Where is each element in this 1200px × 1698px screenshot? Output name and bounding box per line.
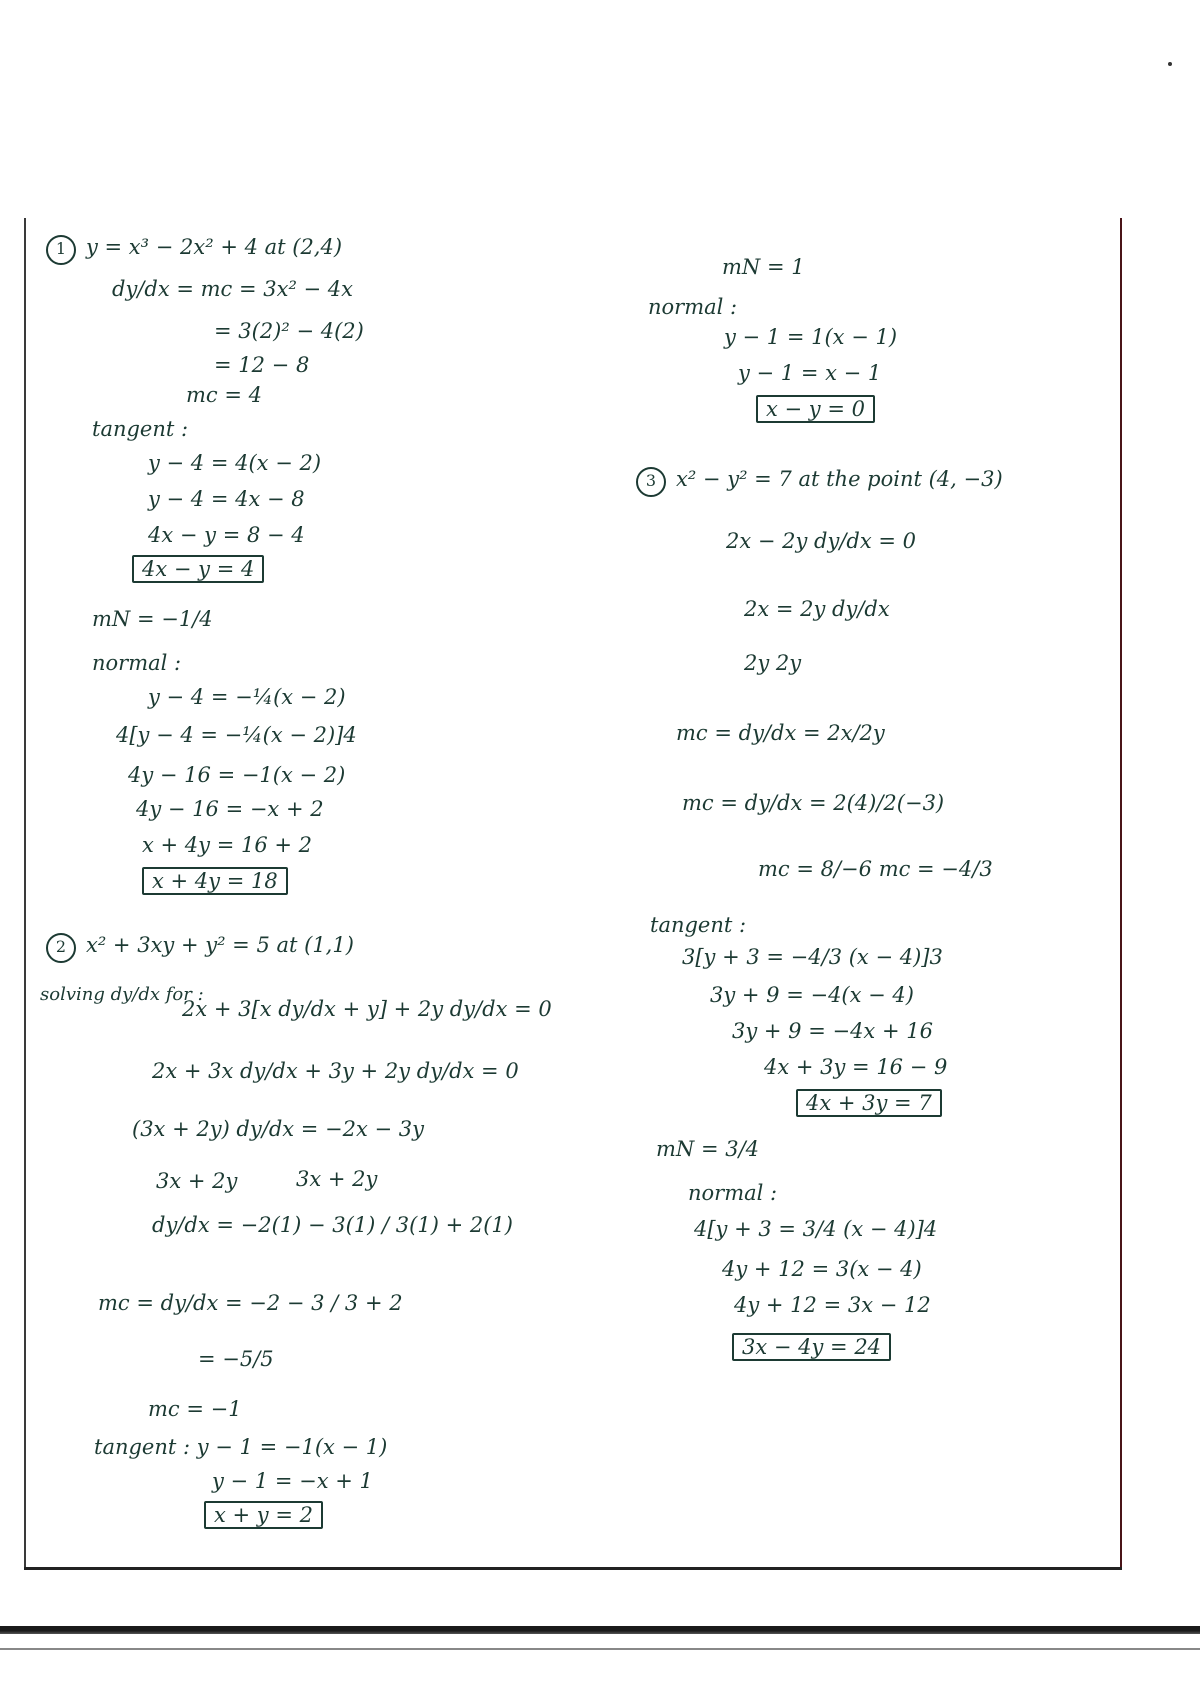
p1-normal-answer (142, 868, 288, 894)
p2-normal-line: y − 1 = x − 1 (738, 361, 882, 385)
p1-line: = 12 − 8 (214, 353, 310, 377)
p1-line: mN = −1/4 (92, 607, 213, 631)
p1-line: y − 4 = 4(x − 2) (148, 451, 322, 475)
problem-3-equation: x² − y² = 7 at the point (4, −3) (676, 467, 1003, 491)
p3-normal-label: normal : (688, 1181, 778, 1205)
p1-line: mc = 4 (186, 383, 262, 407)
p3-normal-answer (732, 1334, 891, 1360)
p3-line: 3[y + 3 = −4/3 (x − 4)]3 (682, 945, 943, 969)
p1-line: 4y − 16 = −x + 2 (136, 797, 324, 821)
p3-line: mc = 8/−6 mc = −4/3 (758, 857, 993, 881)
p2-line: mc = −1 (148, 1397, 242, 1421)
p3-line: 4[y + 3 = 3/4 (x − 4)]4 (694, 1217, 938, 1241)
p3-line: 3y + 9 = −4(x − 4) (710, 983, 914, 1007)
problem-1-statement (46, 234, 342, 265)
p3-tangent-answer-box: 4x + 3y = 7 (796, 1089, 942, 1117)
problem-1-number: 1 (46, 235, 76, 265)
p1-normal-label: normal : (92, 651, 182, 675)
frame-right-rule (1120, 218, 1122, 1570)
p2-line: dy/dx = −2(1) − 3(1) / 3(1) + 2(1) (152, 1213, 513, 1237)
p2-normal-slope: mN = 1 (722, 255, 805, 279)
p2-line: = −5/5 (198, 1347, 274, 1371)
p1-line: dy/dx = mc = 3x² − 4x (112, 277, 354, 301)
p1-tangent-answer-box: 4x − y = 4 (132, 555, 264, 583)
p2-line: 2x + 3x dy/dx + 3y + 2y dy/dx = 0 (152, 1059, 519, 1083)
p3-line: mc = dy/dx = 2(4)/2(−3) (682, 791, 945, 815)
p2-normal-line: y − 1 = 1(x − 1) (724, 325, 898, 349)
p3-tangent-label: tangent : (650, 913, 747, 937)
p1-line: 4[y − 4 = −¼(x − 2)]4 (116, 723, 357, 747)
p3-line: 2x = 2y dy/dx (744, 597, 890, 621)
frame-bottom-rule (24, 1567, 1122, 1570)
problem-3-number: 3 (636, 467, 666, 497)
p3-line: 4y + 12 = 3x − 12 (734, 1293, 931, 1317)
p2-tangent-line: tangent : y − 1 = −1(x − 1) (94, 1435, 388, 1459)
p3-line: mc = dy/dx = 2x/2y (676, 721, 885, 745)
p2-tangent-answer (204, 1502, 323, 1528)
p1-line: y − 4 = 4x − 8 (148, 487, 305, 511)
problem-2-number: 2 (46, 933, 76, 963)
p2-line: y − 1 = −x + 1 (212, 1469, 373, 1493)
p2-normal-answer (756, 396, 875, 422)
p1-line: 4y − 16 = −1(x − 2) (128, 763, 346, 787)
p2-normal-answer-box: x − y = 0 (756, 395, 875, 423)
scan-speck (1168, 62, 1172, 66)
problem-1-equation: y = x³ − 2x² + 4 at (2,4) (86, 235, 343, 259)
p2-line: (3x + 2y) dy/dx = −2x − 3y (132, 1117, 425, 1141)
p3-line: mN = 3/4 (656, 1137, 760, 1161)
p2-line: mc = dy/dx = −2 − 3 / 3 + 2 (98, 1291, 403, 1315)
p1-normal-answer-box: x + 4y = 18 (142, 867, 288, 895)
scan-edge-top (0, 40, 1200, 41)
problem-3-statement (636, 466, 1003, 497)
p1-tangent-answer (132, 556, 264, 582)
p2-line: 3x + 2y (156, 1169, 238, 1193)
frame-left-rule (24, 218, 26, 1570)
p1-line: = 3(2)² − 4(2) (214, 319, 364, 343)
p2-tangent-answer-box: x + y = 2 (204, 1501, 323, 1529)
p3-line: 2x − 2y dy/dx = 0 (726, 529, 917, 553)
p3-line: 4x + 3y = 16 − 9 (764, 1055, 948, 1079)
scan-edge-bottom-thin (0, 1648, 1200, 1650)
p1-line: x + 4y = 16 + 2 (142, 833, 312, 857)
problem-2-equation: x² + 3xy + y² = 5 at (1,1) (86, 933, 354, 957)
p2-line: 3x + 2y (296, 1167, 378, 1191)
p1-line: 4x − y = 8 − 4 (148, 523, 305, 547)
p1-tangent-label: tangent : (92, 417, 189, 441)
p1-line: y − 4 = −¼(x − 2) (148, 685, 346, 709)
p3-line: 3y + 9 = −4x + 16 (732, 1019, 933, 1043)
p2-line: 2x + 3[x dy/dx + y] + 2y dy/dx = 0 (182, 997, 552, 1021)
p3-line: 2y 2y (744, 651, 802, 675)
scan-edge-bottom (0, 1626, 1200, 1634)
p3-tangent-answer (796, 1090, 942, 1116)
p2-line: solving dy/dx for : (40, 984, 204, 1005)
p2-normal-label: normal : (648, 295, 738, 319)
p3-normal-answer-box: 3x − 4y = 24 (732, 1333, 891, 1361)
problem-2-statement (46, 932, 354, 963)
p3-line: 4y + 12 = 3(x − 4) (722, 1257, 922, 1281)
